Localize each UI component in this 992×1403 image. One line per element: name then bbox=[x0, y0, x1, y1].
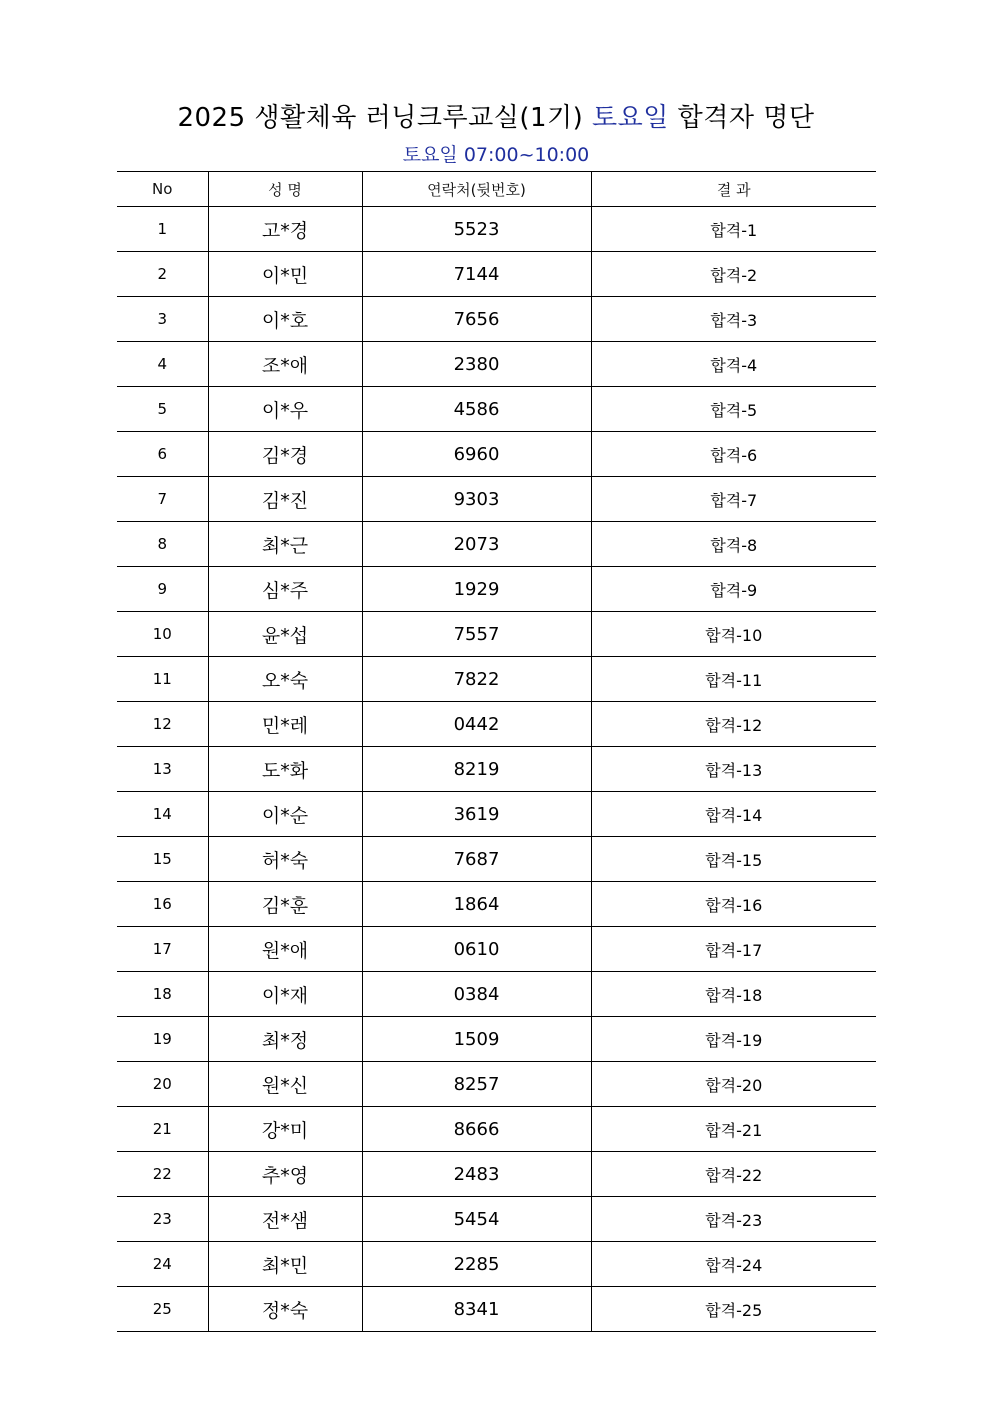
table-row bbox=[117, 432, 876, 477]
phone-suffix: 5523 bbox=[362, 207, 591, 252]
result-status: 합격-1 bbox=[591, 207, 876, 252]
row-number: 1 bbox=[117, 207, 208, 252]
table-row bbox=[117, 882, 876, 927]
applicant-name: 조*애 bbox=[208, 342, 362, 387]
result-status: 합격-5 bbox=[591, 387, 876, 432]
result-status: 합격-23 bbox=[591, 1197, 876, 1242]
result-status: 합격-20 bbox=[591, 1062, 876, 1107]
phone-suffix: 2483 bbox=[362, 1152, 591, 1197]
table-row bbox=[117, 1242, 876, 1287]
applicant-name: 김*진 bbox=[208, 477, 362, 522]
row-number: 3 bbox=[117, 297, 208, 342]
applicant-name: 도*화 bbox=[208, 747, 362, 792]
phone-suffix: 4586 bbox=[362, 387, 591, 432]
table-row bbox=[117, 567, 876, 612]
applicant-name: 최*근 bbox=[208, 522, 362, 567]
phone-suffix: 0384 bbox=[362, 972, 591, 1017]
table-row bbox=[117, 972, 876, 1017]
table-row bbox=[117, 1152, 876, 1197]
phone-suffix: 2285 bbox=[362, 1242, 591, 1287]
result-status: 합격-19 bbox=[591, 1017, 876, 1062]
header-phone: 연락처(뒷번호) bbox=[362, 172, 591, 207]
applicant-name: 고*경 bbox=[208, 207, 362, 252]
row-number: 7 bbox=[117, 477, 208, 522]
table-row bbox=[117, 252, 876, 297]
applicant-table bbox=[117, 171, 876, 1332]
table-row bbox=[117, 747, 876, 792]
row-number: 24 bbox=[117, 1242, 208, 1287]
table-row bbox=[117, 1062, 876, 1107]
header-result: 결 과 bbox=[591, 172, 876, 207]
table-row bbox=[117, 657, 876, 702]
row-number: 8 bbox=[117, 522, 208, 567]
table-row bbox=[117, 1017, 876, 1062]
row-number: 23 bbox=[117, 1197, 208, 1242]
row-number: 6 bbox=[117, 432, 208, 477]
phone-suffix: 9303 bbox=[362, 477, 591, 522]
result-status: 합격-15 bbox=[591, 837, 876, 882]
table-row bbox=[117, 837, 876, 882]
row-number: 16 bbox=[117, 882, 208, 927]
row-number: 19 bbox=[117, 1017, 208, 1062]
applicant-name: 최*민 bbox=[208, 1242, 362, 1287]
result-status: 합격-8 bbox=[591, 522, 876, 567]
header-name: 성 명 bbox=[208, 172, 362, 207]
result-status: 합격-14 bbox=[591, 792, 876, 837]
row-number: 9 bbox=[117, 567, 208, 612]
applicant-name: 추*영 bbox=[208, 1152, 362, 1197]
row-number: 4 bbox=[117, 342, 208, 387]
table-body bbox=[117, 207, 876, 1332]
header-no: No bbox=[117, 172, 208, 207]
title-accent-day: 토요일 bbox=[592, 103, 669, 133]
table-row bbox=[117, 792, 876, 837]
row-number: 2 bbox=[117, 252, 208, 297]
result-status: 합격-6 bbox=[591, 432, 876, 477]
applicant-name: 원*신 bbox=[208, 1062, 362, 1107]
title-suffix: 합격자 명단 bbox=[668, 103, 815, 133]
page-title bbox=[0, 98, 992, 138]
phone-suffix: 3619 bbox=[362, 792, 591, 837]
result-status: 합격-21 bbox=[591, 1107, 876, 1152]
table-row bbox=[117, 612, 876, 657]
phone-suffix: 0610 bbox=[362, 927, 591, 972]
applicant-name: 이*우 bbox=[208, 387, 362, 432]
applicant-name: 이*호 bbox=[208, 297, 362, 342]
row-number: 22 bbox=[117, 1152, 208, 1197]
result-status: 합격-12 bbox=[591, 702, 876, 747]
row-number: 10 bbox=[117, 612, 208, 657]
table-row bbox=[117, 207, 876, 252]
schedule-subtitle: 토요일 07:00~10:00 bbox=[402, 144, 590, 166]
phone-suffix: 1929 bbox=[362, 567, 591, 612]
result-status: 합격-18 bbox=[591, 972, 876, 1017]
applicant-name: 김*경 bbox=[208, 432, 362, 477]
applicant-name: 전*샘 bbox=[208, 1197, 362, 1242]
row-number: 11 bbox=[117, 657, 208, 702]
row-number: 21 bbox=[117, 1107, 208, 1152]
applicant-name: 오*숙 bbox=[208, 657, 362, 702]
phone-suffix: 6960 bbox=[362, 432, 591, 477]
applicant-name: 심*주 bbox=[208, 567, 362, 612]
phone-suffix: 7687 bbox=[362, 837, 591, 882]
row-number: 18 bbox=[117, 972, 208, 1017]
result-status: 합격-7 bbox=[591, 477, 876, 522]
table-row bbox=[117, 387, 876, 432]
table-row bbox=[117, 702, 876, 747]
row-number: 15 bbox=[117, 837, 208, 882]
table-row bbox=[117, 927, 876, 972]
applicant-name: 이*순 bbox=[208, 792, 362, 837]
phone-suffix: 8341 bbox=[362, 1287, 591, 1332]
applicant-name: 김*훈 bbox=[208, 882, 362, 927]
applicant-name: 허*숙 bbox=[208, 837, 362, 882]
phone-suffix: 7144 bbox=[362, 252, 591, 297]
applicant-name: 이*민 bbox=[208, 252, 362, 297]
phone-suffix: 1864 bbox=[362, 882, 591, 927]
result-status: 합격-25 bbox=[591, 1287, 876, 1332]
applicant-name: 원*애 bbox=[208, 927, 362, 972]
table-row bbox=[117, 342, 876, 387]
phone-suffix: 1509 bbox=[362, 1017, 591, 1062]
applicant-name: 민*레 bbox=[208, 702, 362, 747]
row-number: 14 bbox=[117, 792, 208, 837]
phone-suffix: 8257 bbox=[362, 1062, 591, 1107]
table-row bbox=[117, 522, 876, 567]
phone-suffix: 8666 bbox=[362, 1107, 591, 1152]
phone-suffix: 7557 bbox=[362, 612, 591, 657]
applicant-name: 윤*섭 bbox=[208, 612, 362, 657]
result-status: 합격-16 bbox=[591, 882, 876, 927]
table-row bbox=[117, 297, 876, 342]
result-status: 합격-9 bbox=[591, 567, 876, 612]
phone-suffix: 2380 bbox=[362, 342, 591, 387]
phone-suffix: 7822 bbox=[362, 657, 591, 702]
result-status: 합격-11 bbox=[591, 657, 876, 702]
table-row bbox=[117, 477, 876, 522]
result-status: 합격-3 bbox=[591, 297, 876, 342]
phone-suffix: 7656 bbox=[362, 297, 591, 342]
table-row bbox=[117, 1107, 876, 1152]
phone-suffix: 0442 bbox=[362, 702, 591, 747]
row-number: 25 bbox=[117, 1287, 208, 1332]
table-header-row bbox=[117, 172, 876, 207]
row-number: 12 bbox=[117, 702, 208, 747]
row-number: 17 bbox=[117, 927, 208, 972]
result-status: 합격-22 bbox=[591, 1152, 876, 1197]
phone-suffix: 5454 bbox=[362, 1197, 591, 1242]
row-number: 20 bbox=[117, 1062, 208, 1107]
result-status: 합격-2 bbox=[591, 252, 876, 297]
applicant-name: 최*정 bbox=[208, 1017, 362, 1062]
applicant-name: 이*재 bbox=[208, 972, 362, 1017]
title-prefix: 2025 생활체육 러닝크루교실(1기) bbox=[177, 103, 593, 133]
row-number: 5 bbox=[117, 387, 208, 432]
result-status: 합격-10 bbox=[591, 612, 876, 657]
table-row bbox=[117, 1197, 876, 1242]
result-status: 합격-17 bbox=[591, 927, 876, 972]
row-number: 13 bbox=[117, 747, 208, 792]
phone-suffix: 8219 bbox=[362, 747, 591, 792]
result-status: 합격-13 bbox=[591, 747, 876, 792]
result-status: 합격-4 bbox=[591, 342, 876, 387]
applicant-name: 정*숙 bbox=[208, 1287, 362, 1332]
table-row bbox=[117, 1287, 876, 1332]
result-status: 합격-24 bbox=[591, 1242, 876, 1287]
applicant-name: 강*미 bbox=[208, 1107, 362, 1152]
phone-suffix: 2073 bbox=[362, 522, 591, 567]
